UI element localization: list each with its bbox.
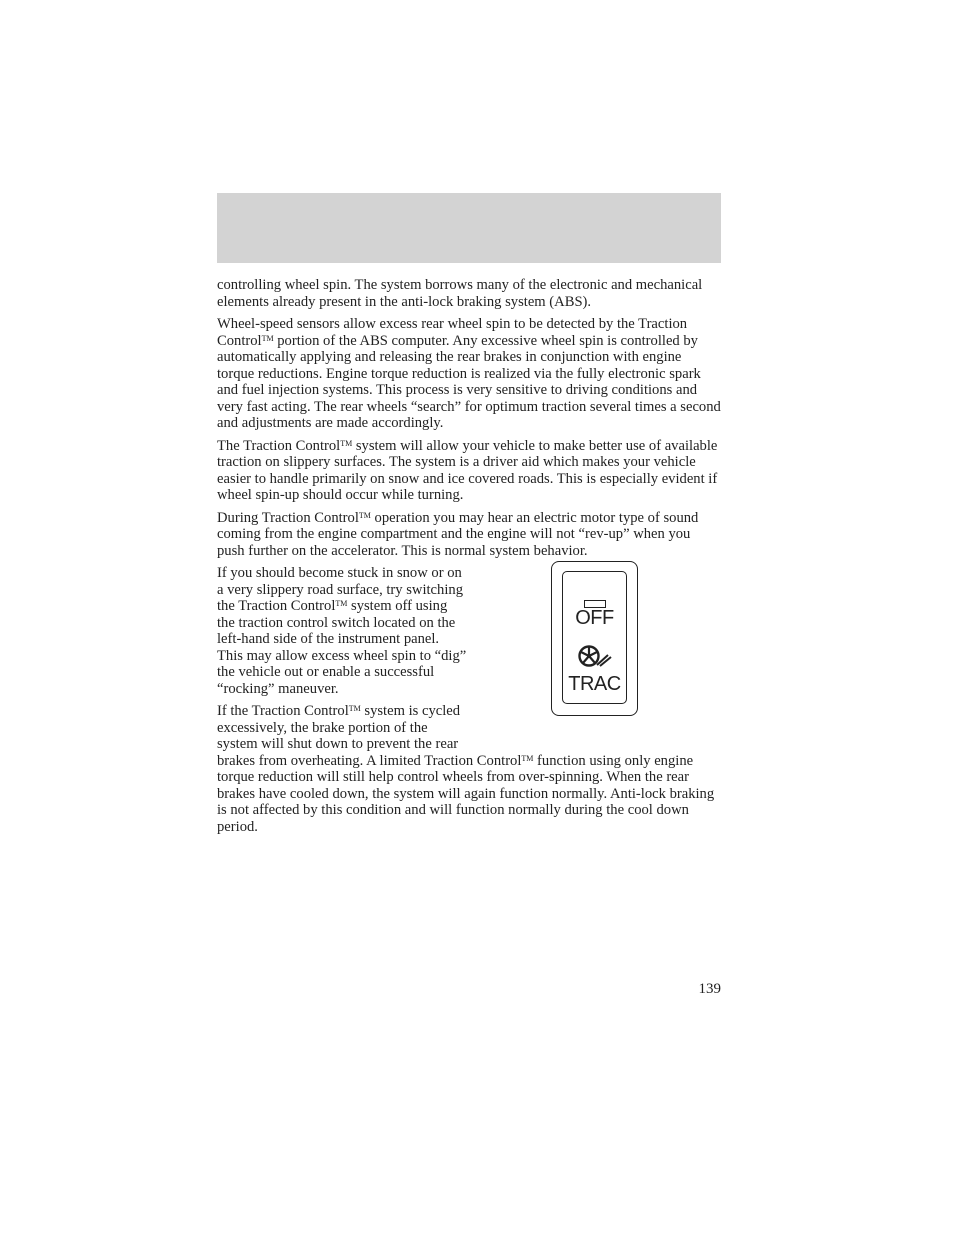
traction-wheel-icon — [575, 642, 615, 672]
trademark-mark: TM — [348, 704, 361, 713]
switch-button — [562, 571, 627, 704]
body-text — [217, 277, 721, 841]
trademark-mark: TM — [358, 510, 371, 520]
trademark-mark: TM — [521, 753, 534, 763]
page-number: 139 — [698, 981, 721, 997]
switch-trac-label: TRAC — [568, 673, 621, 695]
switch-off-label: OFF — [575, 607, 614, 629]
paragraph-wheel-speed-sensors: Wheel-speed sensors allow excess rear wheel spin to be detected by the Traction Control™ portion of the ABS computer. Any excessive wheel spin is controlled by automatically applying and releasing the rear brakes in conjunction with engine torque reductions. Engine torque reduction is realized via the fully electronic spark and fuel injection systems. This process is very sensitive to driving conditions and very fast acting. The rear wheels “search” for optimum traction several times a second and adjustments are made accordingly. — [217, 316, 721, 431]
paragraph-cycled-excessively: If the Traction Control™ system is cycled excessively, the brake portion of the system will shut down to prevent the rear brakes from overheating. A limited Traction Control™ function using only engine torque reduction will still help control wheels from over-spinning. When the rear brakes have cooled down, the system will again function normally. Anti-lock braking is not affected by this condition and will function normally during the cool down period. — [217, 703, 715, 835]
paragraph-traction-use: The Traction Control™ system will allow your vehicle to make better use of available traction on slippery surfaces. The system is a driver aid which makes your vehicle easier to handle primarily on snow and ice covered roads. This is especially evident if wheel spin-up should occur while turning. — [217, 437, 718, 503]
paragraph-intro: controlling wheel spin. The system borrows many of the electronic and mechanical elements already present in the anti-lock braking system (ABS). — [217, 277, 703, 310]
section-header-band — [217, 193, 721, 263]
paragraph-stuck-in-snow: If you should become stuck in snow or on a very slippery road surface, try switching the Traction Control™ system off using the traction control switch located on the left-hand side of the instrument panel. This may allow excess wheel spin to “dig” the vehicle out or enable a successful “rocking” maneuver. — [217, 565, 467, 697]
trademark-mark: TM — [261, 333, 274, 343]
trademark-mark: TM — [340, 438, 353, 448]
switch-bezel — [551, 561, 638, 716]
trademark-mark: TM — [335, 599, 348, 608]
traction-control-switch-figure — [467, 565, 721, 741]
paragraph-motor-sound: During Traction Control™ operation you may hear an electric motor type of sound coming from the engine compartment and the engine will not “rev-up” when you push further on the accelerator. This is normal system behavior. — [217, 509, 699, 559]
